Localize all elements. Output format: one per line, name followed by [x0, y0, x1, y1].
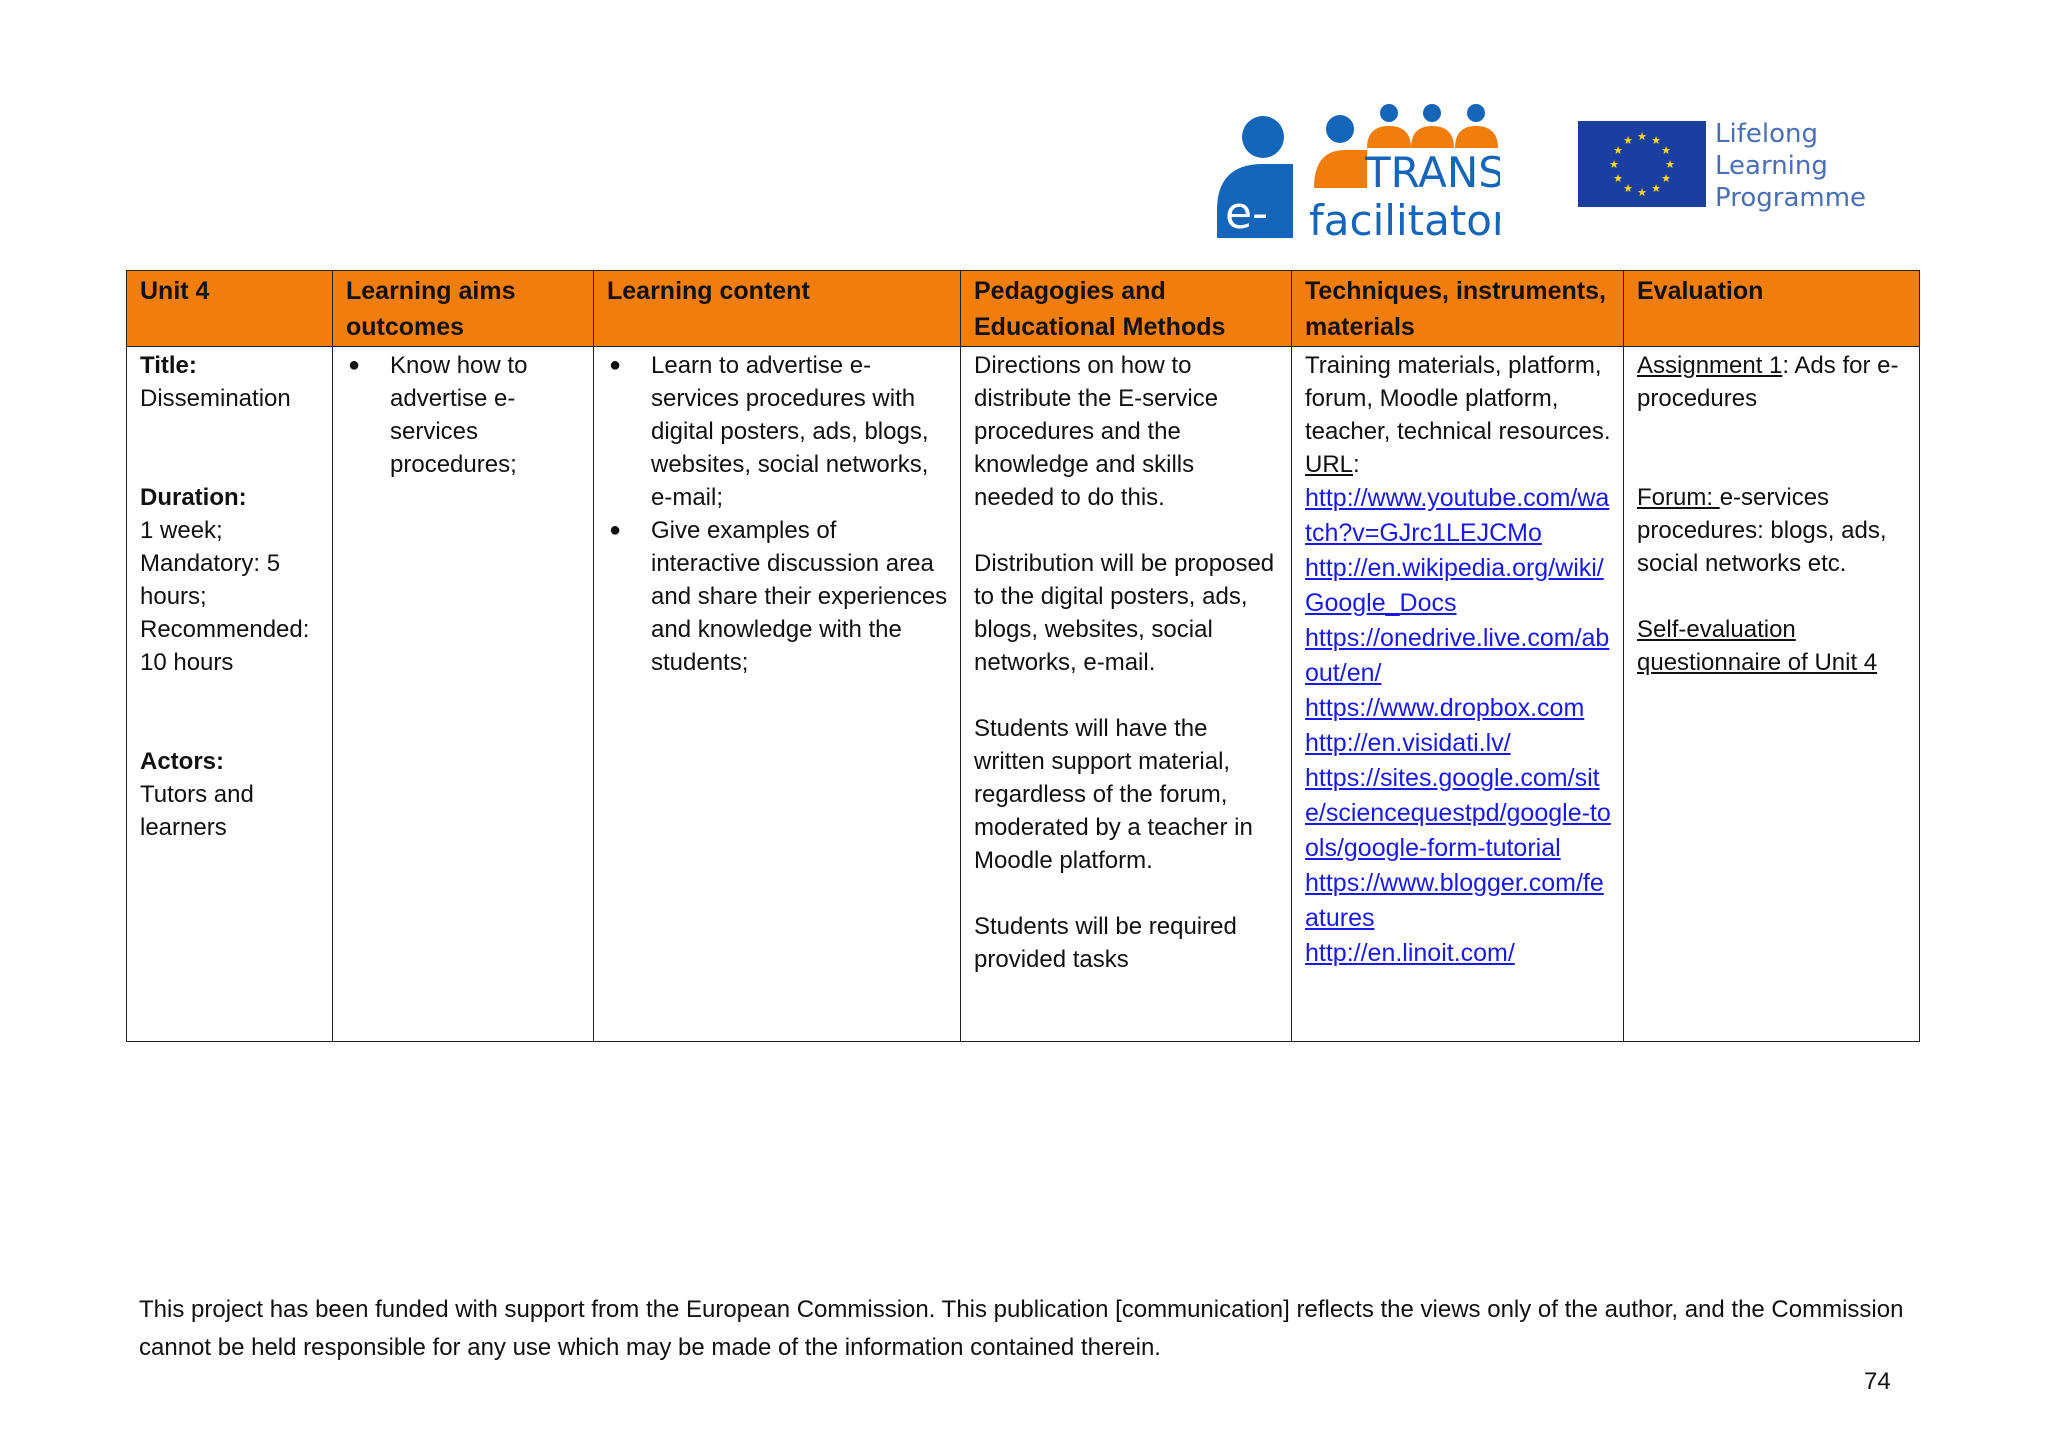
funding-disclaimer: This project has been funded with support from the European Commission. This publication [communication] reflects the views only of the author, and the Commission cannot be held responsible for any use which may be made of the information contained therein.: [139, 1296, 1904, 1361]
resource-link-google-sites[interactable]: https://sites.google.com/site/sciencequestpd/google-tools/google-form-tutorial: [1305, 764, 1611, 862]
forum-label: Forum:: [1637, 484, 1720, 511]
header-pedagogies: Pedagogies and Educational Methods: [961, 271, 1292, 347]
pedagogy-paragraph: Distribution will be proposed to the digital posters, ads, blogs, websites, social networks, e-mail.: [974, 550, 1275, 676]
cell-pedagogies: [961, 347, 1292, 1042]
header-aims: Learning aims outcomes: [333, 271, 594, 347]
trans-e-facilitator-logo: [1215, 100, 1500, 242]
trans-logo-graphic: [1215, 100, 1500, 242]
forum-entry: [1637, 481, 1907, 580]
svg-text:★: ★: [1661, 172, 1671, 185]
svg-text:★: ★: [1613, 144, 1623, 157]
header-content: Learning content: [594, 271, 961, 347]
svg-text:★: ★: [1665, 158, 1675, 171]
resource-link-wikipedia[interactable]: http://en.wikipedia.org/wiki/Google_Docs: [1305, 554, 1604, 617]
trans-logo-trans: TRANS: [1365, 148, 1500, 197]
pedagogy-paragraph: Directions on how to distribute the E-service procedures and the knowledge and skills needed to do this.: [974, 352, 1219, 511]
eu-flag-icon: [1578, 121, 1706, 207]
duration-label: Duration:: [140, 484, 247, 511]
svg-text:★: ★: [1613, 172, 1623, 185]
eu-text-line1: Lifelong: [1715, 119, 1818, 149]
unit-table: [126, 270, 1920, 1042]
url-colon: :: [1353, 451, 1360, 478]
title-value: Dissemination: [140, 385, 291, 412]
resource-link-onedrive[interactable]: https://onedrive.live.com/about/en/: [1305, 624, 1610, 687]
assignment-label: Assignment 1: [1637, 352, 1783, 379]
header-techniques: Techniques, instruments, materials: [1292, 271, 1624, 347]
eu-text-line3: Programme: [1715, 183, 1867, 213]
lifelong-learning-logo: [1578, 118, 1878, 213]
content-text: Give examples of interactive discussion area and share their experiences and knowledge with the students;: [651, 517, 948, 676]
svg-text:★: ★: [1661, 144, 1671, 157]
aim-text: Know how to advertise e-services procedures;: [390, 352, 528, 478]
trans-logo-e: e-: [1225, 188, 1268, 239]
self-evaluation: Self-evaluation questionnaire of Unit 4: [1637, 616, 1878, 676]
actors-label: Actors:: [140, 748, 225, 775]
cell-unit: [127, 347, 333, 1042]
bullet-icon: ●: [609, 354, 622, 376]
bullet-icon: ●: [609, 519, 622, 541]
aims-list: [346, 349, 581, 481]
resource-link-blogger[interactable]: https://www.blogger.com/features: [1305, 869, 1604, 932]
list-item: [607, 349, 948, 514]
cell-content: [594, 347, 961, 1042]
svg-text:★: ★: [1623, 134, 1633, 147]
svg-text:★: ★: [1637, 130, 1647, 143]
resource-link-linoit[interactable]: http://en.linoit.com/: [1305, 939, 1515, 967]
header-unit: Unit 4: [127, 271, 333, 347]
content-text: Learn to advertise e-services procedures with digital posters, ads, blogs, websites, social networks, e-mail;: [651, 352, 929, 511]
cell-aims: [333, 347, 594, 1042]
svg-text:★: ★: [1651, 182, 1661, 195]
url-heading: [1305, 448, 1611, 481]
content-list: [607, 349, 948, 679]
trans-logo-facilitator: facilitator: [1309, 196, 1500, 242]
pedagogy-paragraph: Students will be required provided tasks: [974, 913, 1237, 973]
techniques-intro: Training materials, platform, forum, Moodle platform, teacher, technical resources.: [1305, 352, 1611, 445]
lifelong-learning-text: [1715, 118, 1885, 214]
header-evaluation: Evaluation: [1624, 271, 1920, 347]
url-label: URL: [1305, 451, 1354, 478]
list-item: [346, 349, 581, 481]
svg-text:★: ★: [1651, 134, 1661, 147]
resource-link-visidati[interactable]: http://en.visidati.lv/: [1305, 729, 1511, 757]
cell-evaluation: [1624, 347, 1920, 1042]
duration-value: 1 week; Mandatory: 5 hours; Recommended: 10 hours: [140, 517, 310, 676]
assignment-text: : Ads for e-procedures: [1637, 352, 1899, 412]
table-header-row: [127, 271, 1920, 347]
resource-link-youtube[interactable]: http://www.youtube.com/watch?v=GJrc1LEJCMo: [1305, 484, 1610, 547]
eu-text-line2: Learning: [1715, 151, 1828, 181]
resource-link-dropbox[interactable]: https://www.dropbox.com: [1305, 694, 1585, 722]
cell-techniques: [1292, 347, 1624, 1042]
bullet-icon: ●: [348, 354, 361, 376]
assignment-entry: [1637, 349, 1907, 415]
actors-value: Tutors and learners: [140, 781, 254, 841]
pedagogy-paragraph: Students will have the written support material, regardless of the forum, moderated by a teacher in Moodle platform.: [974, 715, 1253, 874]
svg-text:★: ★: [1637, 186, 1647, 199]
title-label: Title:: [140, 352, 197, 379]
svg-text:★: ★: [1623, 182, 1633, 195]
page-number: 74: [1864, 1368, 1891, 1395]
svg-text:★: ★: [1609, 158, 1619, 171]
list-item: [607, 514, 948, 679]
forum-text: e-services procedures: blogs, ads, social networks etc.: [1637, 484, 1887, 577]
table-row: [127, 347, 1920, 1042]
